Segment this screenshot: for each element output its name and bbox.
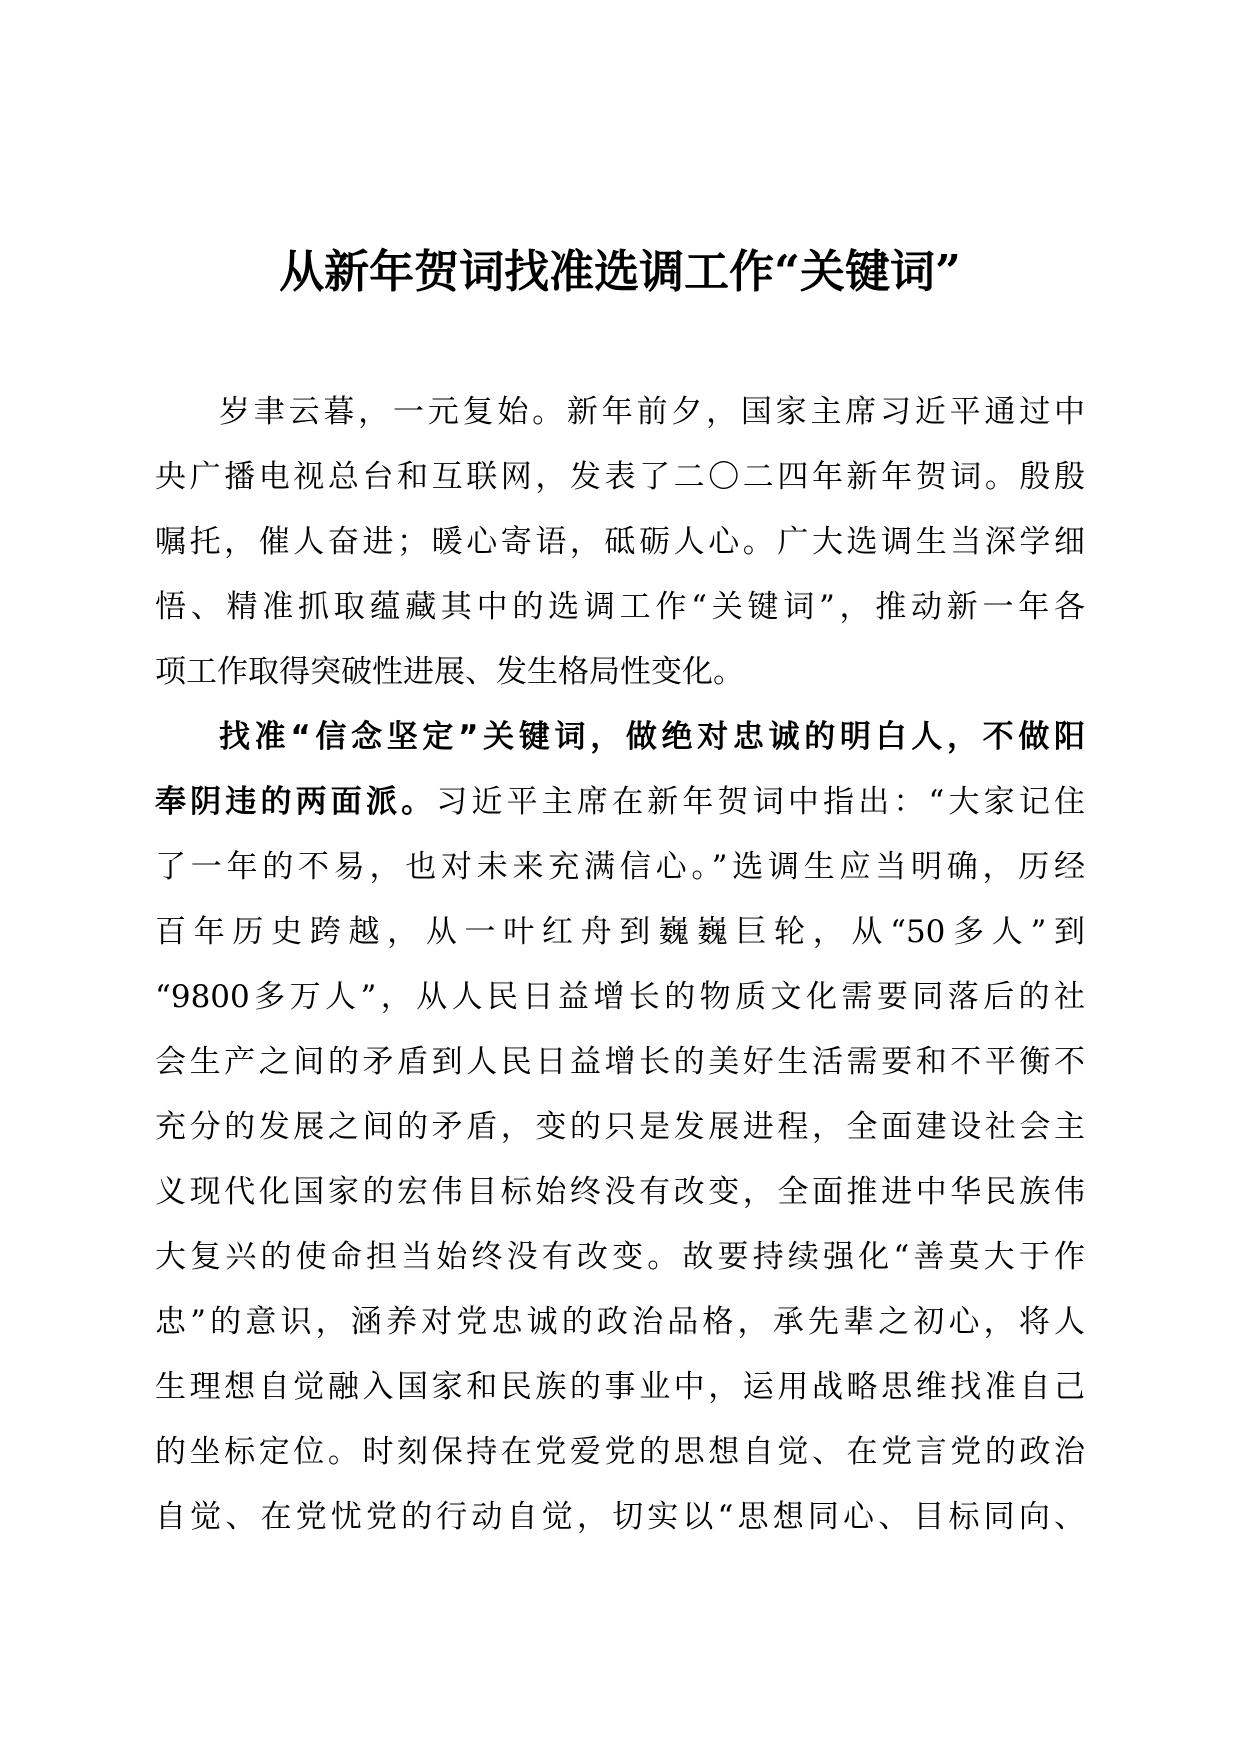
paragraph-line: 百年历史跨越，从一叶红舟到巍巍巨轮，从“50多人”到	[155, 914, 1085, 950]
section-heading-end: 奉阴违的两面派。	[155, 784, 437, 820]
paragraph-intro	[155, 380, 1085, 705]
paragraph-line: 大复兴的使命担当始终没有改变。故要持续强化“善莫大于作	[155, 1239, 1085, 1275]
paragraph-line: 央广播电视总台和互联网，发表了二〇二四年新年贺词。殷殷	[155, 459, 1085, 495]
paragraph-line-mixed	[155, 770, 1085, 835]
paragraph-line: 嘱托，催人奋进；暖心寄语，砥砺人心。广大选调生当深学细	[155, 524, 1085, 560]
paragraph-line: 生理想自觉融入国家和民族的事业中，运用战略思维找准自己	[155, 1369, 1085, 1405]
paragraph-line: “9800多万人”，从人民日益增长的物质文化需要同落后的社	[155, 979, 1085, 1015]
paragraph-line: 义现代化国家的宏伟目标始终没有改变，全面推进中华民族伟	[155, 1174, 1085, 1210]
paragraph-line: 忠”的意识，涵养对党忠诚的政治品格，承先辈之初心，将人	[155, 1304, 1085, 1340]
paragraph-line: 自觉、在党忧党的行动自觉，切实以“思想同心、目标同向、	[155, 1499, 1085, 1535]
paragraph-line: 会生产之间的矛盾到人民日益增长的美好生活需要和不平衡不	[155, 1044, 1085, 1080]
document-body	[155, 380, 1085, 1550]
paragraph-line: 的坐标定位。时刻保持在党爱党的思想自觉、在党言党的政治	[155, 1434, 1085, 1470]
paragraph-line: 了一年的不易，也对未来充满信心。”选调生应当明确，历经	[155, 849, 1085, 885]
paragraph-line: 悟、精准抓取蕴藏其中的选调工作“关键词”，推动新一年各	[155, 589, 1085, 625]
document-title: 从新年贺词找准选调工作“关键词”	[279, 245, 961, 298]
paragraph-line: 项工作取得突破性进展、发生格局性变化。	[155, 654, 744, 690]
paragraph-line: 岁聿云暮，一元复始。新年前夕，国家主席习近平通过中	[219, 394, 1085, 430]
paragraph-section-1	[155, 705, 1085, 1550]
paragraph-text: 习近平主席在新年贺词中指出：“大家记住	[436, 784, 1085, 820]
paragraph-line: 充分的发展之间的矛盾，变的只是发展进程，全面建设社会主	[155, 1109, 1085, 1145]
section-heading-line: 找准“信念坚定”关键词，做绝对忠诚的明白人，不做阳	[219, 719, 1085, 755]
